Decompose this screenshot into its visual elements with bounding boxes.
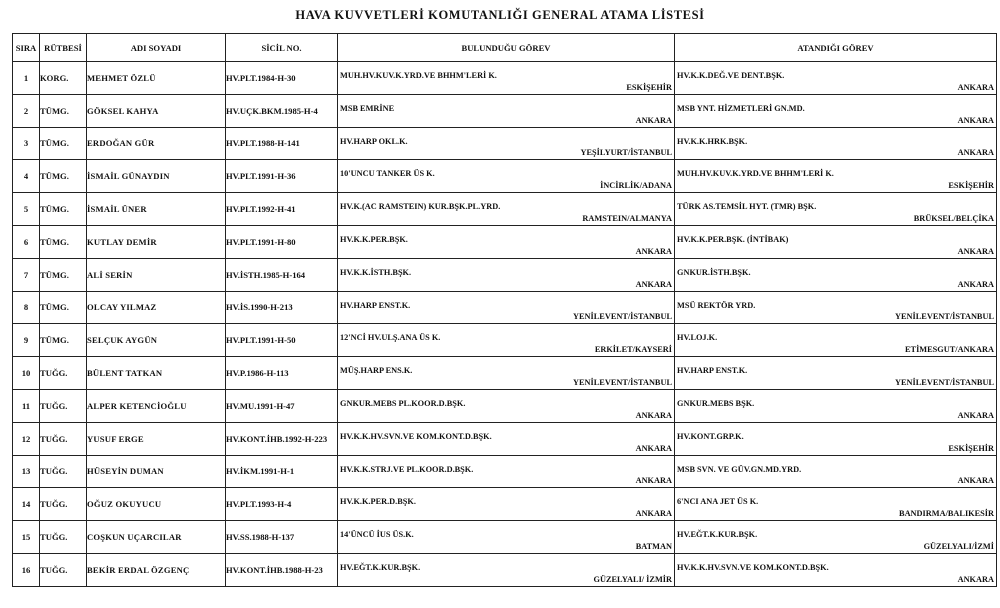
bulundugu-gorev-text: 14'ÜNCÜ İUS ÜS.K. xyxy=(340,530,414,540)
cell-adi-soyadi: İSMAİL ÜNER xyxy=(87,193,226,226)
cell-adi-soyadi: ALİ SERİN xyxy=(87,258,226,291)
cell-sicil-no: HV.PLT.1984-H-30 xyxy=(226,62,338,95)
cell-rutbe: TÜMG. xyxy=(40,258,87,291)
cell-adi-soyadi: KUTLAY DEMİR xyxy=(87,225,226,258)
cell-sicil-no: HV.P.1986-H-113 xyxy=(226,357,338,390)
cell-adi-soyadi: BEKİR ERDAL ÖZGENÇ xyxy=(87,553,226,586)
atandigi-gorev-text: MUH.HV.KUV.K.YRD.VE BHHM'LERİ K. xyxy=(677,169,834,179)
header-rutbe: RÜTBESİ xyxy=(40,34,87,62)
cell-rutbe: TÜMG. xyxy=(40,94,87,127)
cell-atandigi-gorev xyxy=(675,455,997,488)
cell-bulundugu-gorev xyxy=(338,521,675,554)
bulundugu-gorev-location: ANKARA xyxy=(635,115,672,125)
cell-adi-soyadi: HÜSEYİN DUMAN xyxy=(87,455,226,488)
bulundugu-gorev-location: ANKARA xyxy=(635,410,672,420)
cell-sira: 10 xyxy=(13,357,40,390)
atandigi-gorev-text: HV.LOJ.K. xyxy=(677,333,718,343)
cell-sira: 3 xyxy=(13,127,40,160)
cell-rutbe: TUĞG. xyxy=(40,521,87,554)
bulundugu-gorev-location: YEŞİLYURT/İSTANBUL xyxy=(580,148,672,158)
cell-sicil-no: HV.PLT.1993-H-4 xyxy=(226,488,338,521)
cell-rutbe: TÜMG. xyxy=(40,127,87,160)
cell-adi-soyadi: YUSUF ERGE xyxy=(87,422,226,455)
cell-atandigi-gorev xyxy=(675,521,997,554)
cell-bulundugu-gorev xyxy=(338,193,675,226)
cell-rutbe: TUĞG. xyxy=(40,422,87,455)
header-sira: SIRA xyxy=(13,34,40,62)
bulundugu-gorev-text: HV.K.(AC RAMSTEIN) KUR.BŞK.PL.YRD. xyxy=(340,202,501,212)
cell-rutbe: TÜMG. xyxy=(40,324,87,357)
cell-sicil-no: HV.PLT.1991-H-36 xyxy=(226,160,338,193)
cell-bulundugu-gorev xyxy=(338,160,675,193)
atandigi-gorev-text: MSB YNT. HİZMETLERİ GN.MD. xyxy=(677,103,805,113)
cell-bulundugu-gorev xyxy=(338,94,675,127)
cell-bulundugu-gorev xyxy=(338,324,675,357)
atandigi-gorev-location: ANKARA xyxy=(957,574,994,584)
bulundugu-gorev-location: ANKARA xyxy=(635,279,672,289)
bulundugu-gorev-text: HV.K.K.PER.D.BŞK. xyxy=(340,497,416,507)
header-row xyxy=(13,34,997,62)
bulundugu-gorev-location: GÜZELYALI/ İZMİR xyxy=(593,574,672,584)
bulundugu-gorev-location: İNCİRLİK/ADANA xyxy=(600,181,672,191)
cell-sira: 2 xyxy=(13,94,40,127)
cell-rutbe: TUĞG. xyxy=(40,488,87,521)
atandigi-gorev-location: ANKARA xyxy=(957,279,994,289)
cell-sira: 8 xyxy=(13,291,40,324)
bulundugu-gorev-text: MUH.HV.KUV.K.YRD.VE BHHM'LERİ K. xyxy=(340,71,497,80)
cell-bulundugu-gorev xyxy=(338,258,675,291)
atandigi-gorev-location: BANDIRMA/BALIKESİR xyxy=(899,509,994,519)
cell-rutbe: TUĞG. xyxy=(40,389,87,422)
cell-adi-soyadi: ERDOĞAN GÜR xyxy=(87,127,226,160)
table-row xyxy=(13,422,997,455)
atandigi-gorev-location: ANKARA xyxy=(957,148,994,158)
table-row xyxy=(13,521,997,554)
bulundugu-gorev-location: ERKİLET/KAYSERİ xyxy=(594,345,672,355)
bulundugu-gorev-text: HV.HARP OKL.K. xyxy=(340,136,408,146)
bulundugu-gorev-location: YENİLEVENT/İSTANBUL xyxy=(573,377,672,387)
atandigi-gorev-text: MSÜ REKTÖR YRD. xyxy=(677,300,756,310)
atandigi-gorev-text: HV.HARP ENST.K. xyxy=(677,366,748,376)
bulundugu-gorev-location: RAMSTEIN/ALMANYA xyxy=(582,213,672,223)
atandigi-gorev-location: ANKARA xyxy=(957,115,994,125)
table-row xyxy=(13,291,997,324)
bulundugu-gorev-text: HV.HARP ENST.K. xyxy=(340,300,411,310)
header-adi-soyadi: ADI SOYADI xyxy=(87,34,226,62)
bulundugu-gorev-text: HV.K.K.STRJ.VE PL.KOOR.D.BŞK. xyxy=(340,464,474,474)
cell-bulundugu-gorev xyxy=(338,357,675,390)
cell-bulundugu-gorev xyxy=(338,291,675,324)
cell-atandigi-gorev xyxy=(675,553,997,586)
cell-sira: 13 xyxy=(13,455,40,488)
bulundugu-gorev-text: HV.EĞT.K.KUR.BŞK. xyxy=(340,562,421,572)
table-row xyxy=(13,127,997,160)
cell-atandigi-gorev xyxy=(675,160,997,193)
assignment-table xyxy=(12,33,997,587)
cell-sicil-no: HV.PLT.1991-H-50 xyxy=(226,324,338,357)
cell-adi-soyadi: İSMAİL GÜNAYDIN xyxy=(87,160,226,193)
table-row xyxy=(13,193,997,226)
atandigi-gorev-text: HV.K.K.HRK.BŞK. xyxy=(677,136,748,146)
cell-atandigi-gorev xyxy=(675,62,997,95)
cell-rutbe: TÜMG. xyxy=(40,291,87,324)
cell-sicil-no: HV.KONT.İHB.1992-H-223 xyxy=(226,422,338,455)
bulundugu-gorev-location: ANKARA xyxy=(635,443,672,453)
table-row xyxy=(13,258,997,291)
cell-sira: 12 xyxy=(13,422,40,455)
cell-atandigi-gorev xyxy=(675,225,997,258)
atandigi-gorev-location: ANKARA xyxy=(957,82,994,92)
cell-atandigi-gorev xyxy=(675,324,997,357)
cell-sira: 6 xyxy=(13,225,40,258)
cell-sira: 7 xyxy=(13,258,40,291)
cell-sira: 1 xyxy=(13,62,40,95)
atandigi-gorev-location: YENİLEVENT/İSTANBUL xyxy=(895,377,994,387)
cell-sicil-no: HV.İKM.1991-H-1 xyxy=(226,455,338,488)
header-bulundugu-gorev: BULUNDUĞU GÖREV xyxy=(338,34,675,62)
atandigi-gorev-location: BRÜKSEL/BELÇİKA xyxy=(913,213,994,223)
cell-sira: 16 xyxy=(13,553,40,586)
atandigi-gorev-location: GÜZELYALI/İZMİ xyxy=(923,541,994,551)
table-row xyxy=(13,389,997,422)
cell-atandigi-gorev xyxy=(675,357,997,390)
table-row xyxy=(13,553,997,586)
cell-adi-soyadi: BÜLENT TATKAN xyxy=(87,357,226,390)
cell-sicil-no: HV.UÇK.BKM.1985-H-4 xyxy=(226,94,338,127)
cell-adi-soyadi: ALPER KETENCİOĞLU xyxy=(87,389,226,422)
cell-atandigi-gorev xyxy=(675,193,997,226)
table-row xyxy=(13,160,997,193)
cell-bulundugu-gorev xyxy=(338,225,675,258)
bulundugu-gorev-location: ESKİŞEHİR xyxy=(626,82,672,92)
cell-sicil-no: HV.İSTH.1985-H-164 xyxy=(226,258,338,291)
atandigi-gorev-text: HV.K.K.PER.BŞK. (İNTİBAK) xyxy=(677,234,789,244)
bulundugu-gorev-text: MÜŞ.HARP ENS.K. xyxy=(340,366,413,376)
cell-sira: 4 xyxy=(13,160,40,193)
cell-sira: 11 xyxy=(13,389,40,422)
atandigi-gorev-location: ESKİŞEHİR xyxy=(948,443,994,453)
cell-sicil-no: HV.PLT.1991-H-80 xyxy=(226,225,338,258)
cell-atandigi-gorev xyxy=(675,422,997,455)
atandigi-gorev-text: GNKUR.İSTH.BŞK. xyxy=(677,267,751,277)
bulundugu-gorev-location: YENİLEVENT/İSTANBUL xyxy=(573,312,672,322)
bulundugu-gorev-location: BATMAN xyxy=(635,541,672,551)
cell-adi-soyadi: GÖKSEL KAHYA xyxy=(87,94,226,127)
cell-bulundugu-gorev xyxy=(338,488,675,521)
atandigi-gorev-location: ANKARA xyxy=(957,476,994,486)
cell-sicil-no: HV.SS.1988-H-137 xyxy=(226,521,338,554)
table-row xyxy=(13,62,997,95)
table-row xyxy=(13,357,997,390)
cell-sira: 5 xyxy=(13,193,40,226)
cell-sicil-no: HV.PLT.1992-H-41 xyxy=(226,193,338,226)
cell-bulundugu-gorev xyxy=(338,553,675,586)
table-row xyxy=(13,455,997,488)
table-row xyxy=(13,94,997,127)
cell-atandigi-gorev xyxy=(675,94,997,127)
cell-atandigi-gorev xyxy=(675,258,997,291)
atandigi-gorev-text: GNKUR.MEBS BŞK. xyxy=(677,398,755,408)
cell-rutbe: TUĞG. xyxy=(40,553,87,586)
cell-atandigi-gorev xyxy=(675,127,997,160)
cell-adi-soyadi: OĞUZ OKUYUCU xyxy=(87,488,226,521)
bulundugu-gorev-location: ANKARA xyxy=(635,509,672,519)
cell-bulundugu-gorev xyxy=(338,455,675,488)
bulundugu-gorev-location: ANKARA xyxy=(635,476,672,486)
bulundugu-gorev-text: HV.K.K.İSTH.BŞK. xyxy=(340,267,412,277)
cell-bulundugu-gorev xyxy=(338,422,675,455)
table-body xyxy=(13,62,997,587)
cell-adi-soyadi: SELÇUK AYGÜN xyxy=(87,324,226,357)
atandigi-gorev-location: YENİLEVENT/İSTANBUL xyxy=(895,312,994,322)
document-title: HAVA KUVVETLERİ KOMUTANLIĞI GENERAL ATAMA LİSTESİ xyxy=(295,8,705,22)
cell-rutbe: KORG. xyxy=(40,62,87,95)
atandigi-gorev-text: 6'NCI ANA JET ÜS K. xyxy=(677,497,759,507)
cell-rutbe: TÜMG. xyxy=(40,225,87,258)
atandigi-gorev-text: TÜRK AS.TEMSİL HYT. (TMR) BŞK. xyxy=(677,202,817,212)
atandigi-gorev-text: HV.KONT.GRP.K. xyxy=(677,431,744,441)
cell-sira: 14 xyxy=(13,488,40,521)
bulundugu-gorev-location: ANKARA xyxy=(635,246,672,256)
cell-bulundugu-gorev xyxy=(338,127,675,160)
table-header xyxy=(13,34,997,62)
cell-bulundugu-gorev xyxy=(338,62,675,95)
cell-sicil-no: HV.MU.1991-H-47 xyxy=(226,389,338,422)
cell-sicil-no: HV.İS.1990-H-213 xyxy=(226,291,338,324)
cell-rutbe: TUĞG. xyxy=(40,455,87,488)
cell-sira: 15 xyxy=(13,521,40,554)
bulundugu-gorev-text: HV.K.K.HV.SVN.VE KOM.KONT.D.BŞK. xyxy=(340,431,492,441)
cell-sicil-no: HV.PLT.1988-H-141 xyxy=(226,127,338,160)
atandigi-gorev-location: ANKARA xyxy=(957,410,994,420)
table-row xyxy=(13,324,997,357)
cell-adi-soyadi: MEHMET ÖZLÜ xyxy=(87,62,226,95)
atandigi-gorev-text: HV.K.K.DEĞ.VE DENT.BŞK. xyxy=(677,71,785,80)
cell-atandigi-gorev xyxy=(675,488,997,521)
cell-rutbe: TÜMG. xyxy=(40,160,87,193)
cell-sicil-no: HV.KONT.İHB.1988-H-23 xyxy=(226,553,338,586)
atandigi-gorev-text: MSB SVN. VE GÜV.GN.MD.YRD. xyxy=(677,464,802,474)
atandigi-gorev-location: ETİMESGUT/ANKARA xyxy=(905,345,994,355)
cell-atandigi-gorev xyxy=(675,291,997,324)
cell-atandigi-gorev xyxy=(675,389,997,422)
cell-adi-soyadi: OLCAY YILMAZ xyxy=(87,291,226,324)
bulundugu-gorev-text: 12'NCİ HV.ULŞ.ANA ÜS K. xyxy=(340,333,441,343)
table-row xyxy=(13,225,997,258)
header-sicil-no: SİCİL NO. xyxy=(226,34,338,62)
table-row xyxy=(13,488,997,521)
bulundugu-gorev-text: 10'UNCU TANKER ÜS K. xyxy=(340,169,435,179)
cell-rutbe: TUĞG. xyxy=(40,357,87,390)
cell-adi-soyadi: COŞKUN UÇARCILAR xyxy=(87,521,226,554)
cell-rutbe: TÜMG. xyxy=(40,193,87,226)
cell-sira: 9 xyxy=(13,324,40,357)
atandigi-gorev-text: HV.K.K.HV.SVN.VE KOM.KONT.D.BŞK. xyxy=(677,562,829,572)
cell-bulundugu-gorev xyxy=(338,389,675,422)
bulundugu-gorev-text: GNKUR.MEBS PL.KOOR.D.BŞK. xyxy=(340,398,466,408)
atandigi-gorev-location: ESKİŞEHİR xyxy=(948,181,994,191)
atandigi-gorev-location: ANKARA xyxy=(957,246,994,256)
header-atandigi-gorev: ATANDIĞI GÖREV xyxy=(675,34,997,62)
bulundugu-gorev-text: MSB EMRİNE xyxy=(340,103,395,113)
bulundugu-gorev-text: HV.K.K.PER.BŞK. xyxy=(340,234,408,244)
atandigi-gorev-text: HV.EĞT.K.KUR.BŞK. xyxy=(677,530,758,540)
